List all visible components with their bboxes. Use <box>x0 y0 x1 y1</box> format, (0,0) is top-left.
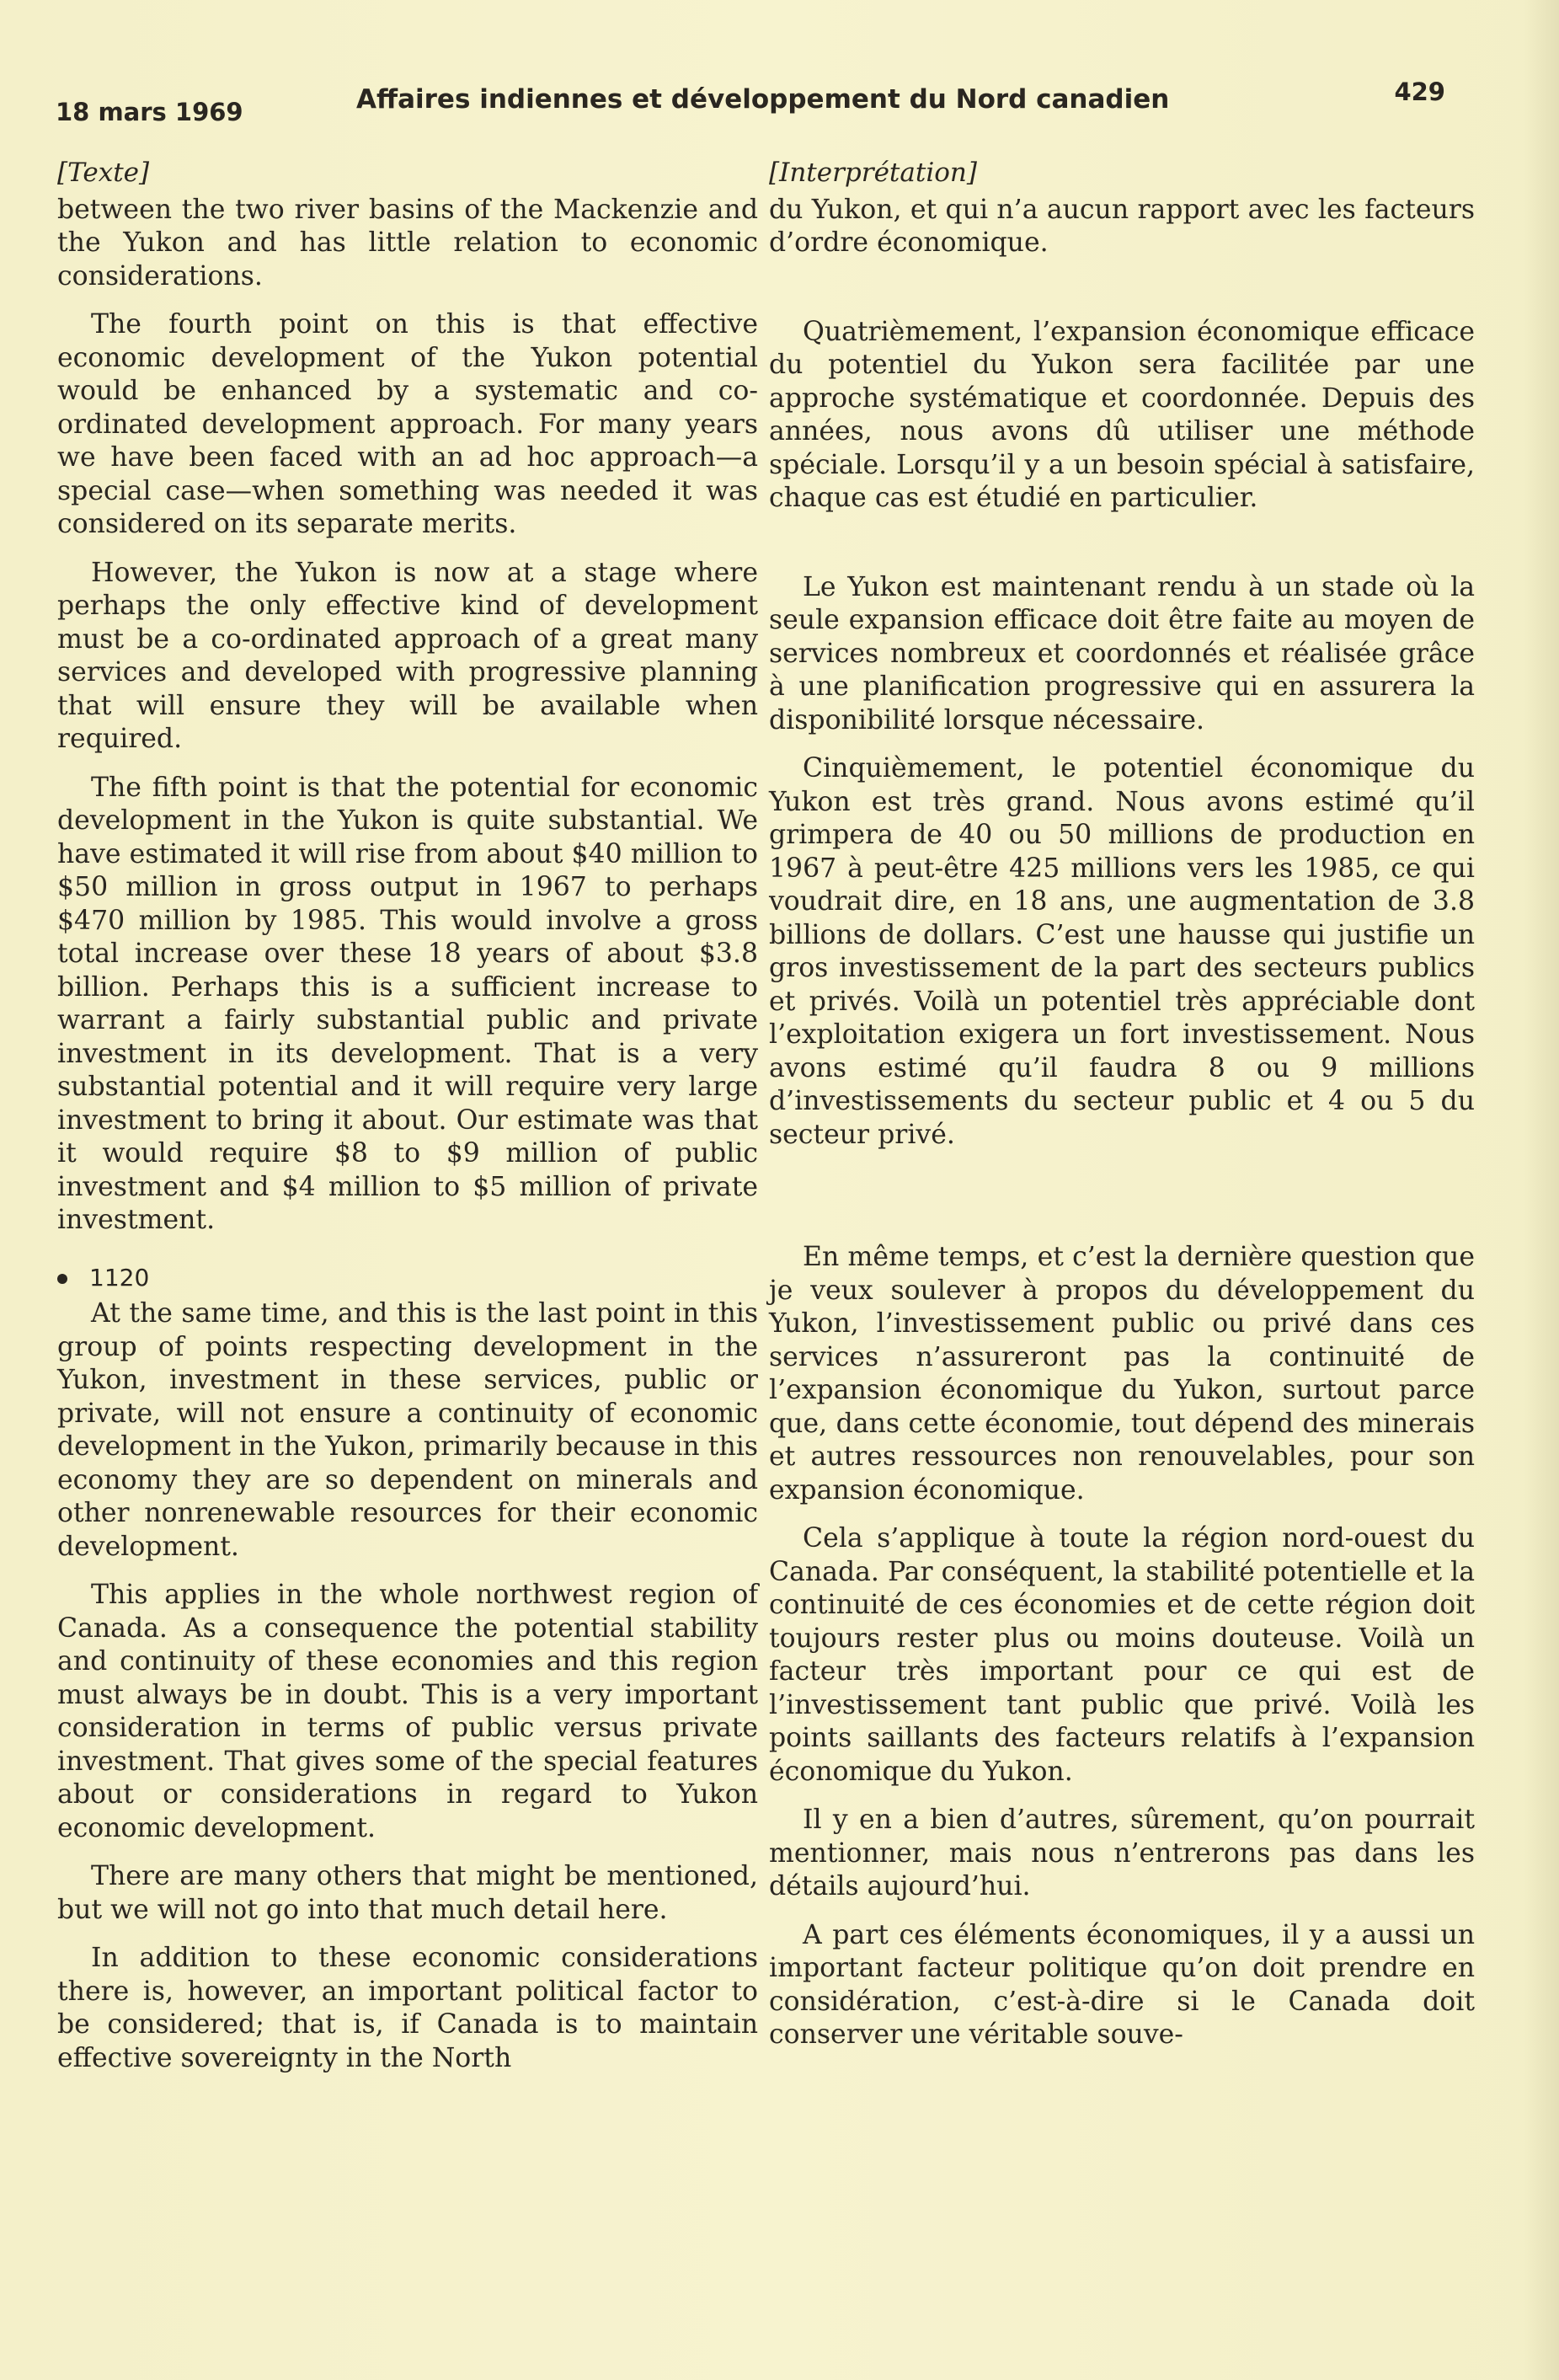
paragraph: Cela s’applique à toute la région nord-ouest du Canada. Par conséquent, la stabilité potentielle et la continuité de ces économies et de cette région doit toujours rester plus ou moins douteuse. Voilà un facteur très important pour ce qui est de l’investissement tant public que privé. Voilà les points saillants des facteurs relatifs à l’expansion économique du Yukon. <box>769 1523 1475 1787</box>
paragraph: This applies in the whole northwest region of Canada. As a consequence the potential stability and continuity of these economies and this region must always be in doubt. This is a very important consideration in terms of public versus private investment. That gives some of the special features about or considerations in regard to Yukon economic development. <box>57 1580 758 1843</box>
paragraph: The fourth point on this is that effective economic development of the Yukon potential would be enhanced by a systematic and co-ordinated development approach. For many years we have been faced with an ad hoc approach—a special case—when something was needed it was considered on its separate merits. <box>57 309 758 539</box>
header-date: 18 mars 1969 <box>56 98 243 126</box>
paragraph: However, the Yukon is now at a stage where perhaps the only effective kind of development must be a co-ordinated approach of a great many services and developed with progressive planning that will ensure they will be available when required. <box>57 557 758 754</box>
paragraph: At the same time, and this is the last point in this group of points respecting development in the Yukon, investment in these services, public or private, will not ensure a continuity of economic development in the Yukon, primarily because in this economy they are so dependent on minerals and other nonrenewable resources for their economic development. <box>57 1298 758 1562</box>
header-title: Affaires indiennes et développement du Nord canadien <box>356 84 1170 115</box>
spacer <box>769 531 1475 571</box>
spacer <box>769 1167 1475 1241</box>
marker-number: 1120 <box>89 1263 150 1292</box>
paragraph: There are many others that might be mentioned, but we will not go into that much detail here. <box>57 1861 758 1925</box>
paragraph: Il y en a bien d’autres, sûrement, qu’on pourrait mentionner, mais nous n’entrerons pas dans les détails aujourd’hui. <box>769 1805 1475 1901</box>
paragraph: between the two river basins of the Mackenzie and the Yukon and has little relation to economic considerations. <box>57 194 758 291</box>
paragraph: Le Yukon est maintenant rendu à un stade où la seule expansion efficace doit être faite au moyen de services nombreux et coordonnés et réalisée grâce à une planification progressive qui en assurera la disponibilité lorsque nécessaire. <box>769 571 1475 735</box>
english-column <box>57 157 758 2090</box>
bullet-icon <box>57 1274 67 1284</box>
page-edge-shadow <box>1524 0 1559 2380</box>
paragraph: du Yukon, et qui n’a aucun rapport avec les facteurs d’ordre économique. <box>769 194 1475 258</box>
speaker-marker <box>57 1261 758 1295</box>
column-label-texte: [Texte] <box>57 158 150 188</box>
paragraph: A part ces éléments économiques, il y a aussi un important facteur politique qu’on doit prendre en considération, c’est-à-dire si le Canada doit conserver une véritable souve- <box>769 1919 1475 2050</box>
column-label-interpretation: [Interprétation] <box>769 158 977 188</box>
paragraph: En même temps, et c’est la dernière question que je veux soulever à propos du développement du Yukon, l’investissement public ou privé dans ces services n’assureront pas la continuité de l’expansion économique du Yukon, surtout parce que, dans cette économie, tout dépend des minerais et autres ressources non renouvelables, pour son expansion économique. <box>769 1242 1475 1506</box>
paragraph: The fifth point is that the potential for economic development in the Yukon is quite substantial. We have estimated it will rise from about $40 million to $50 million in gross output in 1967 to perhaps $470 million by 1985. This would involve a gross total increase over these 18 years of about $3.8 billion. Perhaps this is a sufficient increase to warrant a fairly substantial public and private investment in its development. That is a very substantial potential and it will require very large investment to bring it about. Our estimate was that it would require $8 to $9 million of public investment and $4 million to $5 million of private investment. <box>57 772 758 1235</box>
paragraph: Quatrièmement, l’expansion économique efficace du potentiel du Yukon sera facilitée par une approche systématique et coordonnée. Depuis des années, nous avons dû utiliser une méthode spéciale. Lorsqu’il y a un besoin spécial à satisfaire, chaque cas est étudié en particulier. <box>769 316 1475 513</box>
paragraph: In addition to these economic considerations there is, however, an important political factor to be considered; that is, if Canada is to maintain effective sovereignty in the North <box>57 1943 758 2073</box>
paragraph: Cinquièmement, le potentiel économique du Yukon est très grand. Nous avons estimé qu’il grimpera de 40 ou 50 millions de production en 1967 à peut-être 425 millions vers les 1985, ce qui voudrait dire, en 18 ans, une augmentation de 3.8 billions de dollars. C’est une hausse qui justifie un gros investissement de la part des secteurs publics et privés. Voilà un potentiel très appréciable dont l’exploitation exigera un fort investissement. Nous avons estimé qu’il faudra 8 ou 9 millions d’investissements du secteur public et 4 ou 5 du secteur privé. <box>769 753 1475 1150</box>
page-number: 429 <box>1394 78 1445 106</box>
spacer <box>769 275 1475 316</box>
running-header <box>56 78 1445 128</box>
french-column <box>769 157 1475 2067</box>
